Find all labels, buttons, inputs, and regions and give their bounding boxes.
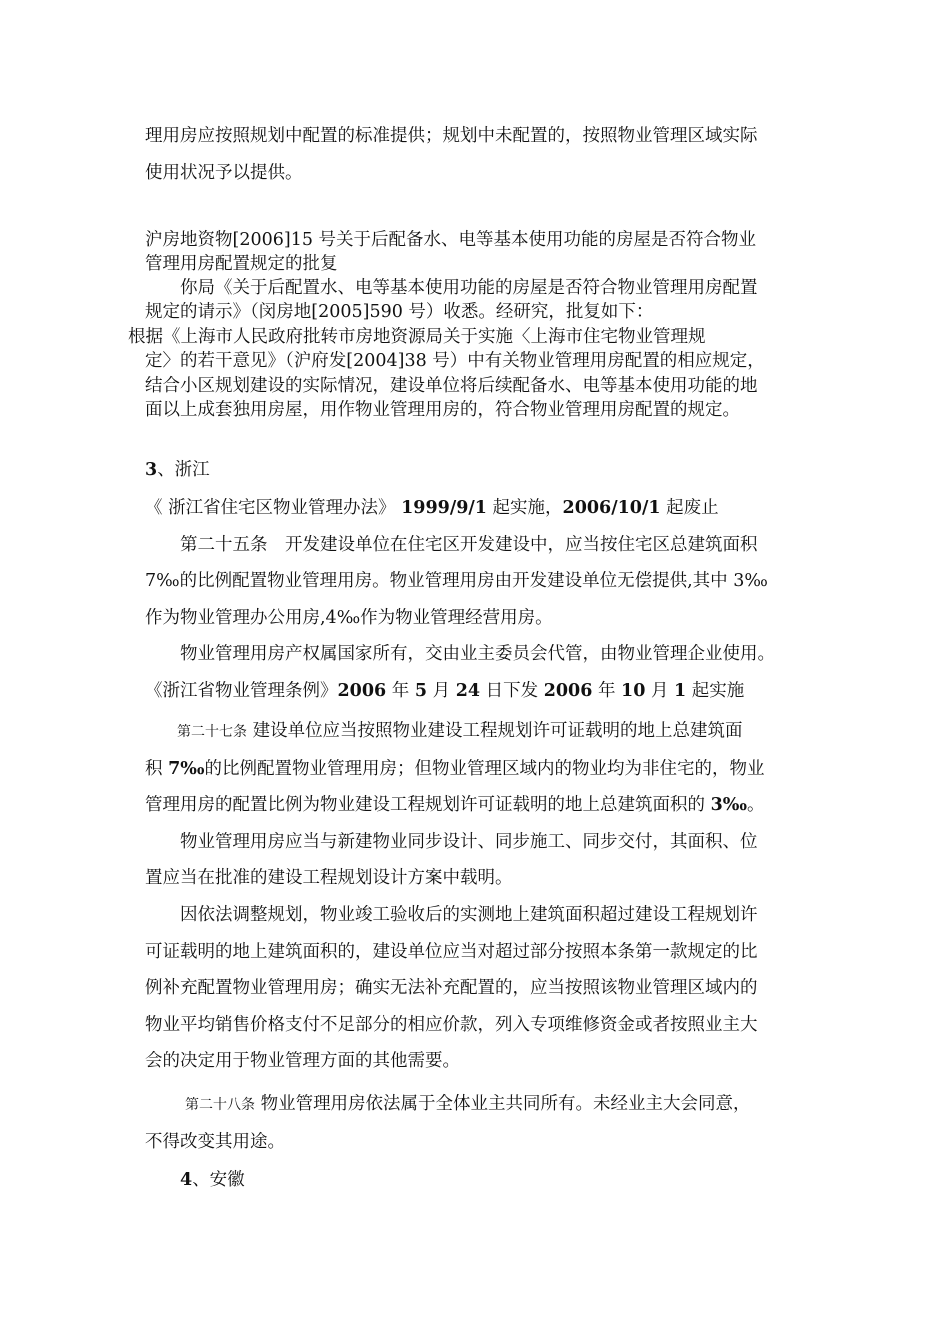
zhejiang-measures — [145, 490, 809, 710]
text-line: 物业管理用房产权属国家所有，交由业主委员会代管，由物业管理企业使用。 — [180, 644, 775, 665]
text-line: 理用房应按照规划中配置的标准提供；规划中未配置的，按照物业管理区域实际 — [145, 126, 758, 146]
text: 积 — [145, 758, 169, 779]
article-label: 第二十八条 — [185, 1097, 255, 1113]
text: 管理用房的配置比例为物业建设工程规划许可证载明的地上总建筑面积的 — [145, 795, 711, 816]
text-line: 因依法调整规划，物业竣工验收后的实测地上建筑面积超过建设工程规划许 — [180, 904, 758, 925]
section-number: 3 — [145, 460, 158, 480]
title-text: 年 — [386, 680, 415, 701]
top-paragraph — [145, 118, 809, 191]
text-line: 面以上成套独用房屋，用作物业管理用房的，符合物业管理用房配置的规定。 — [145, 400, 740, 421]
title-text: 《 浙江省住宅区物业管理办法》 — [145, 498, 402, 518]
text-line: 根据《上海市人民政府批转市房地资源局关于实施〈上海市住宅物业管理规 — [128, 327, 706, 347]
section-heading-anhui — [145, 1166, 809, 1194]
text: 。 — [746, 795, 765, 816]
text-line: 可证载明的地上建筑面积的，建设单位应当对超过部分按照本条第一款规定的比 — [145, 941, 758, 962]
text: 建设单位应当按照物业建设工程规划许可证载明的地上总建筑面 — [247, 721, 743, 741]
section-title: 、浙江 — [157, 460, 210, 480]
article-label: 第二十七条 — [177, 724, 247, 740]
regulation-title — [145, 673, 809, 710]
text-line: 结合小区规划建设的实际情况，建设单位将后续配备水、电等基本使用功能的地 — [145, 375, 758, 396]
day: 1 — [674, 680, 687, 701]
title-text: 《浙江省物业管理条例》 — [145, 680, 338, 701]
section-number: 4 — [180, 1170, 193, 1190]
day: 24 — [455, 680, 481, 701]
year: 2006 — [543, 680, 593, 701]
ratio-value: 7‰ — [168, 758, 205, 779]
text-line: 物业平均销售价格支付不足部分的相应价款，列入专项维修资金或者按照业主大 — [145, 1014, 758, 1035]
text: 的比例配置物业管理用房；但物业管理区域内的物业均为非住宅的，物业 — [204, 758, 765, 779]
text-line: 规定的请示》（闵房地[2005]590 号）收悉。经研究，批复如下： — [145, 302, 654, 323]
month: 10 — [621, 680, 646, 701]
text-line: 你局《关于后配置水、电等基本使用功能的房屋是否符合物业管理用房配置 — [180, 278, 758, 298]
text: 物业管理用房依法属于全体业主共同所有。未经业主大会同意， — [255, 1094, 751, 1114]
text-line: 定〉的若干意见》（沪府发[2004]38 号）中有关物业管理用房配置的相应规定， — [145, 351, 765, 372]
text-line: 沪房地资物[2006]15 号关于后配备水、电等基本使用功能的房屋是否符合物业 — [145, 230, 757, 250]
title-text: 起实施 — [686, 680, 745, 701]
date-start: 1999/9/1 — [401, 498, 487, 518]
title-text: 月 — [427, 680, 456, 701]
date-end: 2006/10/1 — [562, 498, 661, 518]
text-line: 例补充配置物业管理用房；确实无法补充配置的，应当按照该物业管理区域内的 — [145, 978, 758, 999]
month: 5 — [414, 680, 428, 701]
title-text: 年 — [592, 680, 622, 701]
title-text: 日下发 — [480, 680, 544, 701]
text-line: 不得改变其用途。 — [145, 1131, 285, 1152]
section-heading-zhejiang — [145, 456, 809, 484]
text-line: 置应当在批准的建设工程规划设计方案中载明。 — [145, 868, 513, 889]
text-line: 使用状况予以提供。 — [145, 162, 303, 183]
text-line: 物业管理用房应当与新建物业同步设计、同步施工、同步交付，其面积、位 — [180, 831, 758, 852]
text-line: 第二十五条 开发建设单位在住宅区开发建设中，应当按住宅区总建筑面积 — [180, 534, 758, 555]
text-line: 会的决定用于物业管理方面的其他需要。 — [145, 1051, 460, 1072]
title-text: 月 — [645, 680, 675, 701]
text-line: 作为物业管理办公用房,4‰作为物业管理经营用房。 — [145, 607, 553, 628]
reply-body-paragraph-1 — [145, 276, 809, 325]
text-line: 7‰的比例配置物业管理用房。物业管理用房由开发建设单位无偿提供,其中 3‰ — [145, 571, 768, 592]
section-title: 、安徽 — [192, 1170, 245, 1190]
title-text: 起废止 — [660, 498, 719, 518]
year: 2006 — [337, 680, 387, 701]
measures-title — [145, 490, 809, 527]
article-28 — [145, 1086, 809, 1160]
reply-title — [145, 228, 809, 277]
reply-body-paragraph-2 — [128, 325, 809, 423]
text-line: 管理用房配置规定的批复 — [145, 254, 338, 275]
title-text: 起实施， — [486, 498, 563, 518]
ratio-value: 3‰ — [710, 795, 747, 816]
article-27 — [145, 713, 809, 1080]
